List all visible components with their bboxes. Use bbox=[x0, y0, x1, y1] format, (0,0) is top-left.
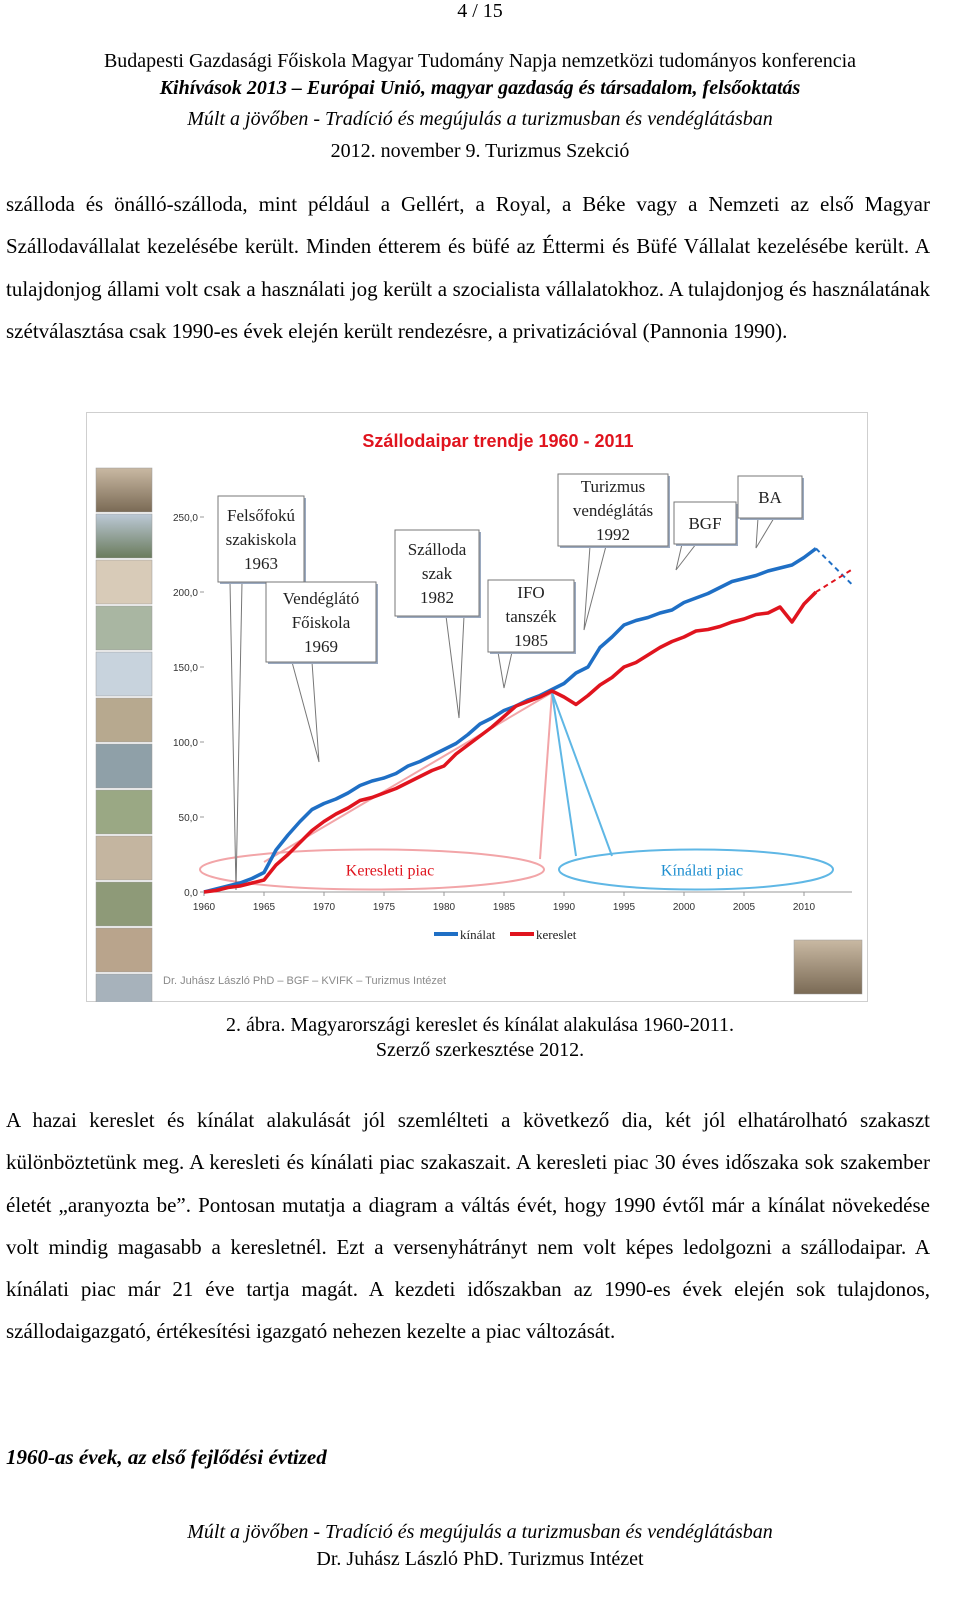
hotel-photo bbox=[96, 882, 152, 926]
header-subtitle: Múlt a jövőben - Tradíció és megújulás a turizmusban és vendéglátásban bbox=[187, 108, 773, 130]
hotel-photo bbox=[96, 744, 152, 788]
header-conference: Budapesti Gazdasági Főiskola Magyar Tudomány Napja nemzetközi tudományos konferencia bbox=[103, 50, 857, 72]
callout-text: 1992 bbox=[596, 525, 630, 544]
legend-label: kínálat bbox=[460, 927, 496, 942]
x-tick-label: 1965 bbox=[252, 902, 276, 913]
y-tick-label: 50,0 bbox=[178, 813, 198, 824]
figure-caption-source: Szerző szerkesztése 2012. bbox=[375, 1039, 585, 1061]
callout-text: tanszék bbox=[505, 607, 557, 626]
hotel-photo bbox=[96, 514, 152, 558]
hotel-photo bbox=[794, 940, 862, 994]
y-tick-label: 250,0 bbox=[172, 513, 198, 524]
callout-text: BA bbox=[758, 488, 782, 507]
page-number: 4 / 15 bbox=[457, 0, 503, 22]
callout-text: Felsőfokú bbox=[227, 506, 295, 525]
x-tick-label: 2000 bbox=[672, 902, 696, 913]
figure-chart bbox=[86, 412, 868, 1002]
chart-title: Szállodaipar trendje 1960 - 2011 bbox=[362, 431, 634, 451]
callout-text: 1969 bbox=[304, 637, 338, 656]
x-tick-label: 2010 bbox=[792, 902, 816, 913]
legend-label: kereslet bbox=[536, 927, 577, 942]
callout-text: IFO bbox=[517, 583, 545, 602]
x-tick-label: 1995 bbox=[612, 902, 636, 913]
callout-text: szak bbox=[421, 564, 453, 583]
x-tick-label: 1990 bbox=[552, 902, 576, 913]
chart-credit: Dr. Juhász László PhD – BGF – KVIFK – Turizmus Intézet bbox=[163, 975, 447, 987]
hotel-photo bbox=[96, 928, 152, 972]
callout-text: BGF bbox=[688, 514, 722, 533]
paragraph-intro: szálloda és önálló-szálloda, mint például a Gellért, a Royal, a Béke vagy a Nemzeti az első Magyar Szállodavállalat kezelésébe került. Minden étterem és büfé az Éttermi és Büfé Vállalat kezelésébe került. A tulajdonjog állami volt csak a használati jog került a szocialista vállalatokhoz. A tulajdonjog és használatának szétválasztása csak 1990-es évek elején került rendezésre, a privatizációval (Pannonia 1990). bbox=[6, 192, 930, 343]
callout-text: 1985 bbox=[514, 631, 548, 650]
hotel-photo bbox=[96, 698, 152, 742]
paragraph-analysis: A hazai kereslet és kínálat alakulását jól szemlélteti a következő dia, két jól elhatárolható szakaszt különböztetünk meg. A keresleti és kínálati piac szakaszait. A keresleti piac 30 éves időszaka sok szakember életét „aranyozta be”. Pontosan mutatja a diagram a váltás évét, hogy 1990 évtől már a kínálat növekedése volt mindig magasabb a keresletnél. Ezt a versenyhátrányt nem volt képes ledolgozni a szállodaipar. A kínálati piac már 21 éve tartja magát. A kezdeti időszakban az 1990-es évek elején sok tulajdonos, szállodaigazgató, értékesítési igazgató nehezen kezelte a piac változását. bbox=[6, 1108, 930, 1344]
header-date-section: 2012. november 9. Turizmus Szekció bbox=[330, 140, 630, 162]
callout-text: Szálloda bbox=[407, 540, 467, 559]
callout-text: Vendéglátó bbox=[282, 589, 360, 608]
x-tick-label: 2005 bbox=[732, 902, 756, 913]
hotel-photo bbox=[96, 974, 152, 1002]
x-tick-label: 1975 bbox=[372, 902, 396, 913]
x-tick-label: 1980 bbox=[432, 902, 456, 913]
callout-text: vendéglátás bbox=[572, 501, 654, 520]
x-tick-label: 1970 bbox=[312, 902, 336, 913]
demand-market-label: Keresleti piac bbox=[345, 862, 435, 880]
legend-swatch bbox=[434, 932, 458, 936]
callout-text: Főiskola bbox=[291, 613, 351, 632]
callout-text: 1982 bbox=[420, 588, 454, 607]
footer-title: Múlt a jövőben - Tradíció és megújulás a turizmusban és vendéglátásban bbox=[187, 1521, 773, 1543]
y-tick-label: 200,0 bbox=[172, 588, 198, 599]
footer-author: Dr. Juhász László PhD. Turizmus Intézet bbox=[316, 1548, 644, 1570]
hotel-photo bbox=[96, 790, 152, 834]
header-event-title: Kihívások 2013 – Európai Unió, magyar gazdaság és társadalom, felsőoktatás bbox=[159, 77, 801, 99]
x-tick-label: 1960 bbox=[192, 902, 216, 913]
hotel-photo bbox=[96, 560, 152, 604]
hotel-photo bbox=[96, 606, 152, 650]
x-tick-label: 1985 bbox=[492, 902, 516, 913]
callout-text: Turizmus bbox=[580, 477, 646, 496]
section-heading: 1960-as évek, az első fejlődési évtized bbox=[6, 1445, 327, 1469]
supply-market-label: Kínálati piac bbox=[660, 862, 744, 880]
y-tick-label: 100,0 bbox=[172, 738, 198, 749]
hotel-photo bbox=[96, 468, 152, 512]
figure-caption: 2. ábra. Magyarországi kereslet és kínálat alakulása 1960-2011. bbox=[226, 1014, 734, 1036]
callout-text: szakiskola bbox=[225, 530, 297, 549]
callout-text: 1963 bbox=[244, 554, 278, 573]
y-tick-label: 150,0 bbox=[172, 663, 198, 674]
hotel-photo bbox=[96, 652, 152, 696]
hotel-photo bbox=[96, 836, 152, 880]
y-tick-label: 0,0 bbox=[184, 888, 198, 899]
chart-svg bbox=[86, 412, 868, 1002]
legend-swatch bbox=[510, 932, 534, 936]
